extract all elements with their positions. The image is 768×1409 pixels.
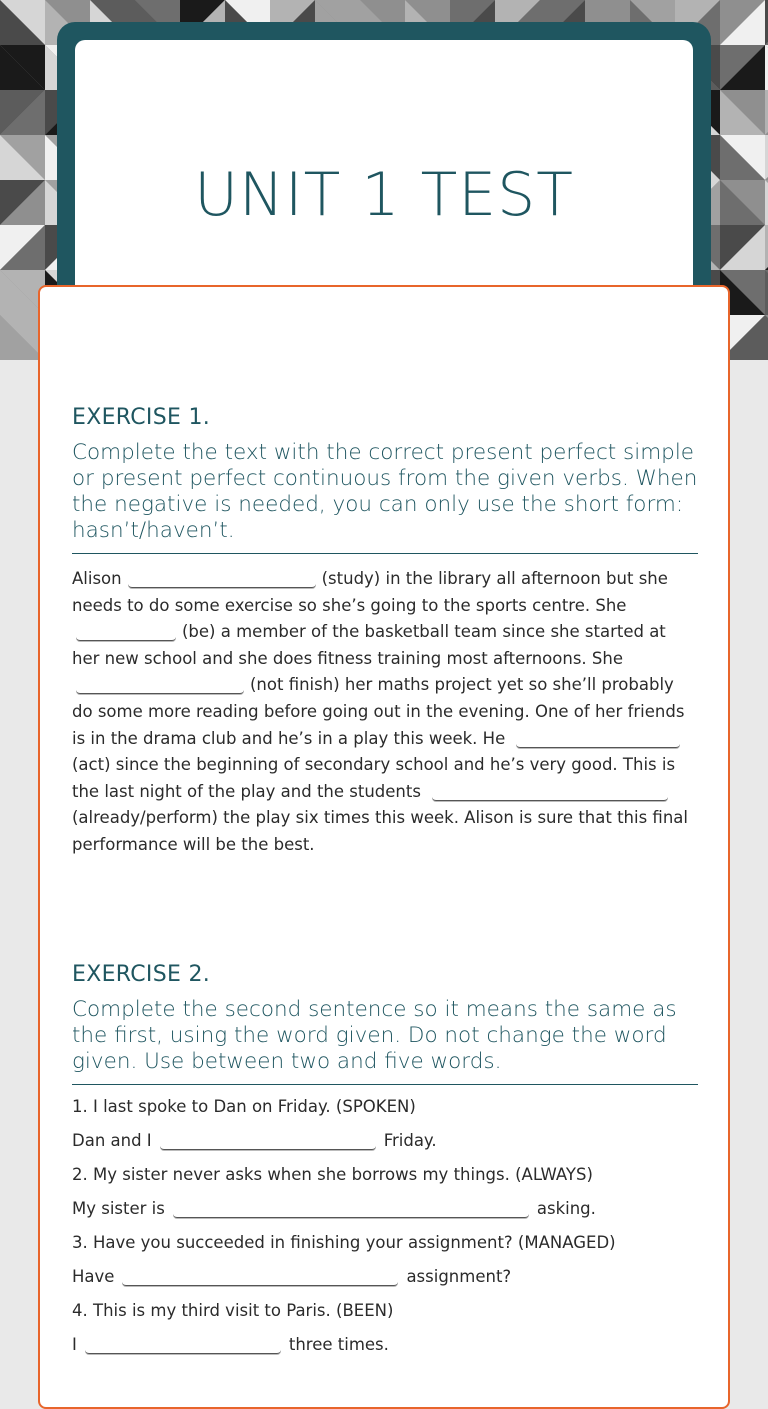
passage-text: (act) since the beginning of secondary school and he’s very good. This is the last night of the play and the students bbox=[72, 755, 676, 801]
question-2-answer-line bbox=[72, 1197, 698, 1221]
answer-lead-text: My sister is bbox=[72, 1199, 165, 1218]
answer-blank-q3[interactable] bbox=[122, 1267, 398, 1286]
question-4-answer-line bbox=[72, 1333, 698, 1357]
answer-tail-text: three times. bbox=[288, 1335, 389, 1354]
passage-text: (be) a member of the basketball team since she started at her new school and she does fitness training most afternoons. She bbox=[72, 622, 666, 668]
answer-blank-2[interactable] bbox=[76, 622, 176, 641]
passage-text: (already/perform) the play six times this week. Alison is sure that this final performance will be the best. bbox=[72, 808, 688, 854]
question-2-prompt: 2. My sister never asks when she borrows my things. (ALWAYS) bbox=[72, 1165, 593, 1184]
answer-blank-q4[interactable] bbox=[85, 1335, 281, 1354]
answer-blank-5[interactable] bbox=[432, 782, 668, 801]
answer-blank-3[interactable] bbox=[76, 675, 244, 694]
answer-lead-text: I bbox=[72, 1335, 77, 1354]
exercise-1-instructions: Complete the text with the correct present perfect simple or present perfect continuous from the given verbs. When the negative is needed, you can only use the short form: hasn’t/haven’t. bbox=[72, 440, 698, 554]
answer-blank-q1[interactable] bbox=[160, 1131, 376, 1150]
answer-lead-text: Have bbox=[72, 1267, 115, 1286]
passage-text: (study) in the library all afternoon but she needs to do some exercise so she’s going to the sports centre. She bbox=[72, 569, 668, 615]
exercise-2-section bbox=[72, 962, 698, 1357]
worksheet-card bbox=[38, 285, 730, 1409]
answer-tail-text: asking. bbox=[536, 1199, 596, 1218]
answer-lead-text: Dan and I bbox=[72, 1131, 152, 1150]
question-4-prompt: 4. This is my third visit to Paris. (BEEN) bbox=[72, 1301, 394, 1320]
answer-blank-4[interactable] bbox=[516, 729, 680, 748]
page-title: UNIT 1 TEST bbox=[194, 160, 574, 230]
exercise-1-section bbox=[72, 405, 698, 859]
answer-blank-q2[interactable] bbox=[173, 1199, 529, 1218]
answer-tail-text: assignment? bbox=[406, 1267, 512, 1286]
title-inner-panel bbox=[73, 38, 695, 322]
answer-tail-text: Friday. bbox=[383, 1131, 437, 1150]
title-card bbox=[57, 22, 711, 322]
answer-blank-1[interactable] bbox=[128, 569, 316, 588]
exercise-2-instructions: Complete the second sentence so it means the same as the first, using the word given. Do not change the word given. Use between two and five words. bbox=[72, 997, 698, 1085]
exercise-1-passage bbox=[72, 566, 698, 859]
passage-text: Alison bbox=[72, 569, 122, 588]
question-1-answer-line bbox=[72, 1129, 698, 1153]
question-3-answer-line bbox=[72, 1265, 698, 1289]
passage-text: (not finish) her maths project yet so she’ll probably do some more reading before going out in the evening. One of her friends is in the drama club and he’s in a play this week. He bbox=[72, 675, 685, 748]
question-1-prompt: 1. I last spoke to Dan on Friday. (SPOKEN) bbox=[72, 1097, 416, 1116]
exercise-1-heading: EXERCISE 1. bbox=[72, 405, 211, 430]
exercise-2-heading: EXERCISE 2. bbox=[72, 962, 211, 987]
question-3-prompt: 3. Have you succeeded in finishing your assignment? (MANAGED) bbox=[72, 1233, 616, 1252]
